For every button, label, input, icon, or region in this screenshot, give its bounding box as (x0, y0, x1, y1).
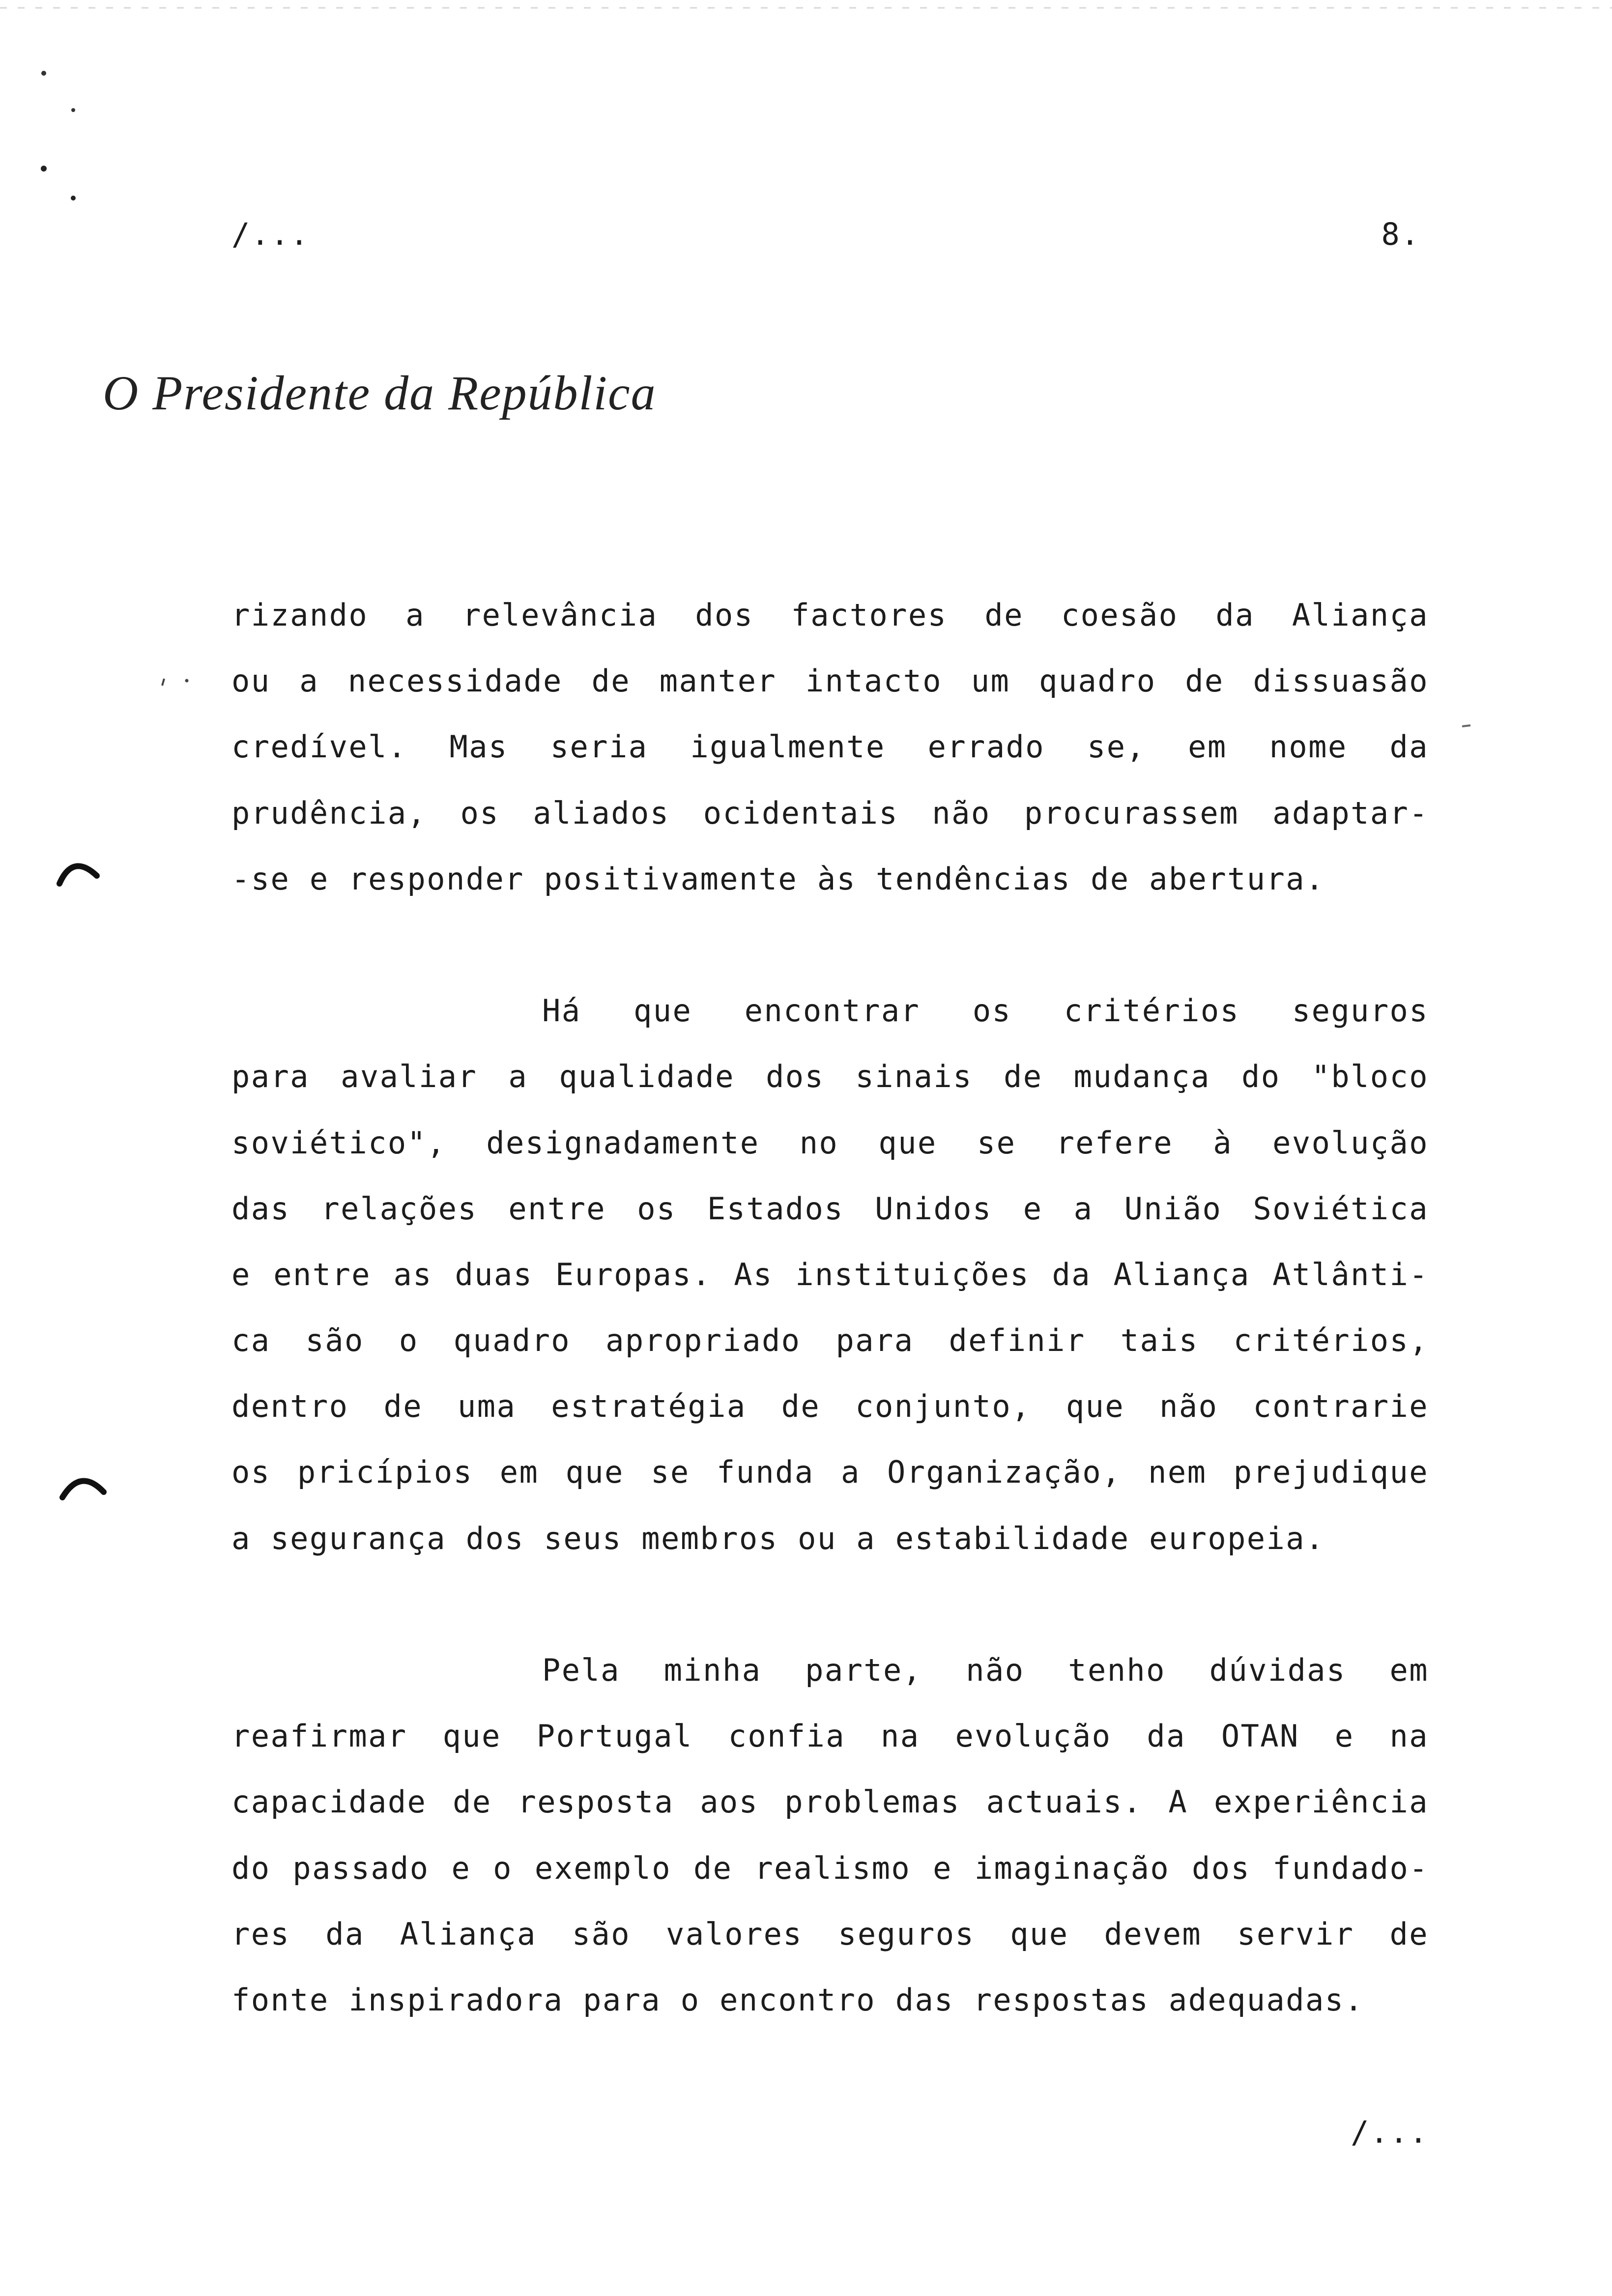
scan-dot (41, 71, 46, 76)
text-line: ou a necessidade de manter intacto um quadro de dissuasão (231, 663, 1429, 699)
paragraph (231, 1637, 1429, 2033)
text-line: -se e responder positivamente às tendências de abertura. (231, 861, 1325, 897)
header-continuation-mark: /... (231, 216, 310, 252)
text-line: do passado e o exemplo de realismo e imaginação dos fundado- (231, 1850, 1429, 1886)
scan-dot (71, 196, 76, 201)
text-line: rizando a relevância dos factores de coesão da Aliança (231, 597, 1429, 633)
text-line: fonte inspiradora para o encontro das respostas adequadas. (231, 1981, 1364, 2018)
text-line: credível. Mas seria igualmente errado se, em nome da (231, 729, 1429, 765)
paragraph (231, 582, 1429, 912)
text-line: dentro de uma estratégia de conjunto, que não contrarie (231, 1388, 1429, 1425)
scan-dot (41, 166, 47, 172)
text-line: reafirmar que Portugal confia na evolução da OTAN e na (231, 1718, 1429, 1754)
text-line: prudência, os aliados ocidentais não procurassem adaptar- (231, 795, 1429, 831)
scan-tick-mark (162, 679, 164, 686)
scan-dot (185, 679, 189, 683)
letterhead-president-of-republic: O Presidente da República (103, 366, 657, 420)
page-number: 8. (1381, 216, 1420, 252)
text-line: a segurança dos seus membros ou a estabilidade europeia. (231, 1520, 1325, 1556)
text-line: capacidade de resposta aos problemas actuais. A experiência (231, 1784, 1429, 1820)
scan-dash-mark (1462, 725, 1470, 726)
punch-hole-edge (62, 1481, 104, 1497)
scan-dot (71, 108, 75, 112)
text-line: os pricípios em que se funda a Organização, nem prejudique (231, 1454, 1429, 1491)
text-line: para avaliar a qualidade dos sinais de mudança do "bloco (231, 1059, 1429, 1095)
footer-continuation-mark: /... (1351, 2114, 1429, 2150)
text-line: res da Aliança são valores seguros que devem servir de (231, 1916, 1429, 1952)
text-line: e entre as duas Europas. As instituições da Aliança Atlânti- (231, 1256, 1429, 1292)
document-body (231, 582, 1429, 2099)
punch-hole-edge (59, 866, 97, 884)
text-line: das relações entre os Estados Unidos e a União Soviética (231, 1190, 1429, 1227)
text-line: soviético", designadamente no que se refere à evolução (231, 1124, 1429, 1161)
text-line: Há que encontrar os critérios seguros (542, 993, 1429, 1029)
text-line: Pela minha parte, não tenho dúvidas em (542, 1652, 1429, 1688)
paragraph (231, 978, 1429, 1572)
text-line: ca são o quadro apropriado para definir tais critérios, (231, 1322, 1429, 1359)
